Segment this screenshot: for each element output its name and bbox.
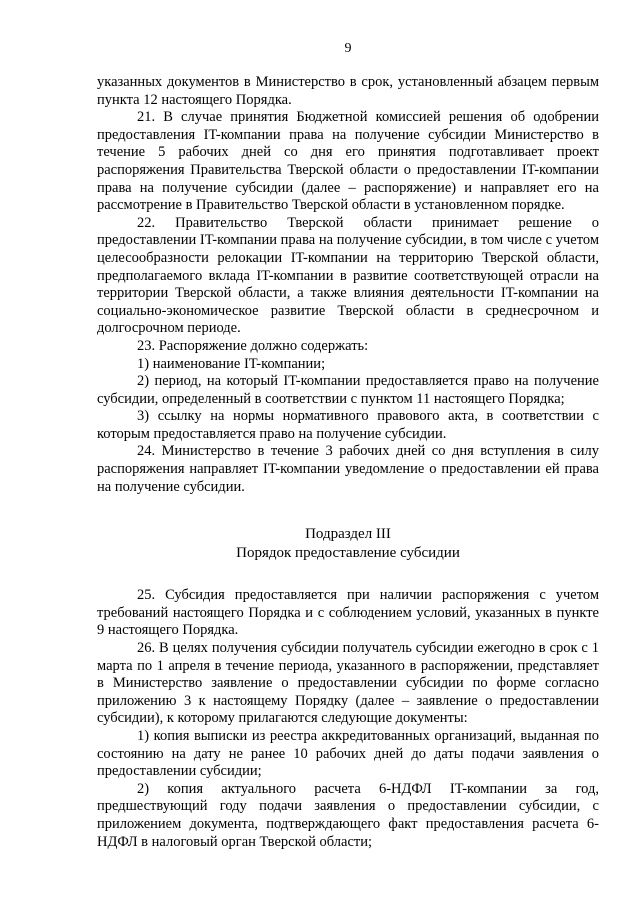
paragraph-continuation: указанных документов в Министерство в срок, установленный абзацем первым пункта 12 настоящего Порядка. xyxy=(97,74,599,108)
paragraph-24: 24. Министерство в течение 3 рабочих дней со дня вступления в силу распоряжения направляет IT-компании уведомление о предоставлении ей права на получение субсидии. xyxy=(97,443,599,495)
paragraph-26: 26. В целях получения субсидии получатель субсидии ежегодно в срок с 1 марта по 1 апреля в течение периода, указанного в распоряжении, представляет в Министерство заявление о предоставлении субсидии по форме согласно приложению 3 к настоящему Порядку (далее – заявление о предоставлении субсидии), к которому прилагаются следующие документы: xyxy=(97,640,599,727)
paragraph-23-item-2: 2) период, на который IT-компании предоставляется право на получение субсидии, определенный в соответствии с пунктом 11 настоящего Порядка; xyxy=(97,373,599,407)
subsection-subtitle: Порядок предоставление субсидии xyxy=(236,544,460,561)
paragraph-26-item-2: 2) копия актуального расчета 6-НДФЛ IT-компании за год, предшествующий году подачи заявления о предоставлении субсидии, с приложением документа, подтверждающего факт предоставления расчета 6-НДФЛ в налоговый орган Тверской области; xyxy=(97,780,599,850)
page-number: 9 xyxy=(344,41,352,56)
paragraph-23-item-1: 1) наименование IT-компании; xyxy=(137,355,326,372)
paragraph-21: 21. В случае принятия Бюджетной комиссией решения об одобрении предоставления IT-компании права на получение субсидии Министерство в течение 5 рабочих дней со дня его принятия подготавливает проект распоряжения Правительства Тверской области о предоставлении IT-компании права на получение субсидии (далее – распоряжение) и направляет его на рассмотрение в Правительство Тверской области в установленном порядке. xyxy=(97,109,599,214)
document-page xyxy=(97,40,599,851)
paragraph-22: 22. Правительство Тверской области принимает решение о предоставлении IT-компании права на получение субсидии, в том числе с учетом целесообразности релокации IT-компании на территорию Тверской области, предполагаемого вклада IT-компании в развитие соответствующей отрасли на территории Тверской области, а также влияния деятельности IT-компании на социально-экономическое развитие Тверской области в среднесрочном и долгосрочном периоде. xyxy=(97,214,599,337)
paragraph-23-item-3: 3) ссылку на нормы нормативного правового акта, в соответствии с которым предоставляется право на получение субсидии. xyxy=(97,408,599,442)
paragraph-25: 25. Субсидия предоставляется при наличии распоряжения с учетом требований настоящего Порядка и с соблюдением условий, указанных в пункте 9 настоящего Порядка. xyxy=(97,587,599,639)
subsection-title: Подраздел III xyxy=(305,526,391,543)
paragraph-26-item-1: 1) копия выписки из реестра аккредитованных организаций, выданная по состоянию на дату не ранее 10 рабочих дней до даты подачи заявления о предоставлении субсидии; xyxy=(97,728,599,780)
paragraph-23: 23. Распоряжение должно содержать: xyxy=(137,337,369,354)
